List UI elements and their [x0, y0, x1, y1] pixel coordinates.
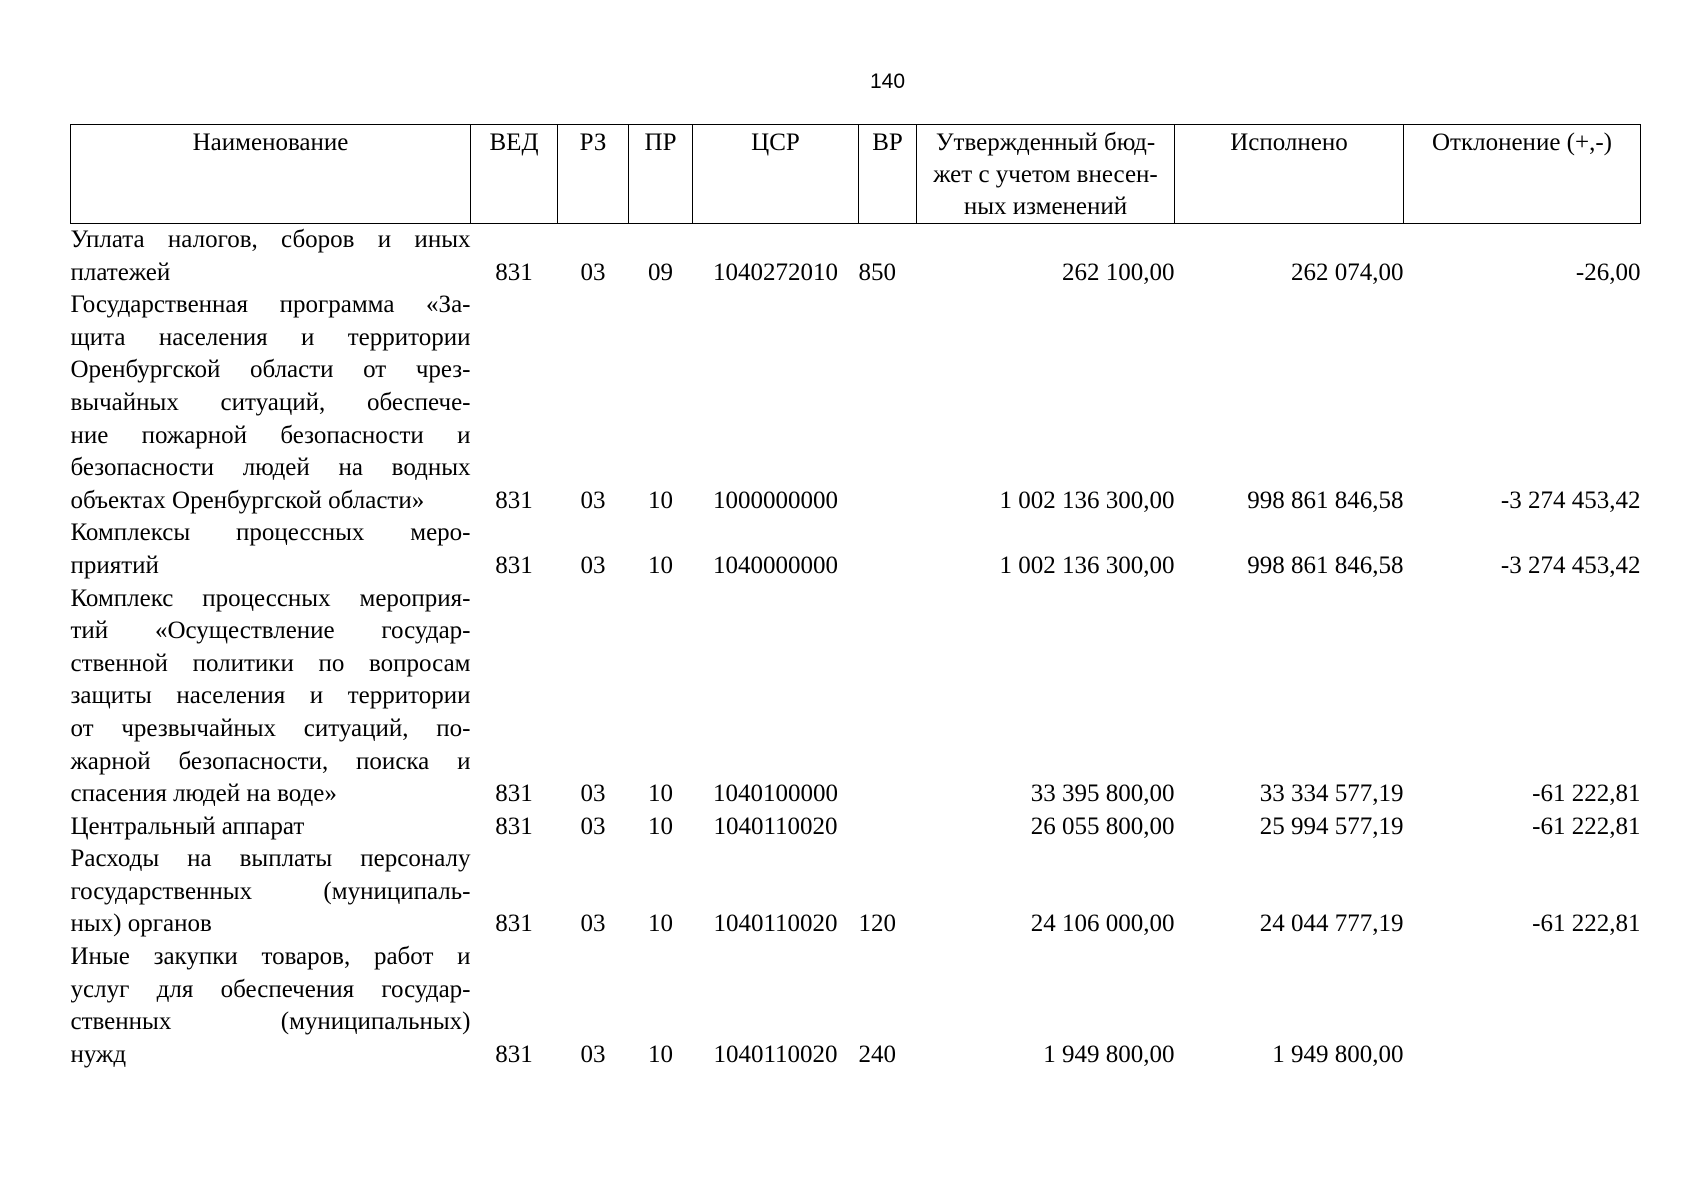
cell-name-line: Государственная программа «За-: [70, 291, 471, 319]
cell-csr: 1040110020: [713, 910, 838, 938]
cell-executed: 1 949 800,00: [1272, 1040, 1404, 1068]
cell-vr: 850: [858, 258, 896, 286]
cell-name-line: Комплекс процессных мероприя-: [70, 584, 471, 612]
cell-vr: [859, 517, 917, 582]
cell-deviation: -3 274 453,42: [1500, 486, 1641, 514]
cell-name-line: ственных (муниципальных): [70, 1008, 471, 1036]
header-name: Наименование: [71, 125, 471, 224]
header-rz: РЗ: [558, 125, 629, 224]
cell-name-line: защиты населения и территории: [70, 682, 471, 710]
cell-name-line: Уплата налогов, сборов и иных: [70, 226, 471, 253]
cell-approved: 26 055 800,00: [1030, 812, 1175, 840]
table-row: [71, 843, 1641, 941]
cell-vr: [859, 811, 917, 844]
cell-vr: [859, 583, 917, 811]
cell-name-line: Центральный аппарат: [70, 812, 305, 840]
cell-vr: 120: [858, 910, 896, 938]
cell-vr: [859, 289, 917, 517]
table-body: [71, 224, 1641, 1072]
cell-name-line: Комплексы процессных меро-: [70, 519, 471, 547]
cell-deviation: [1404, 941, 1641, 1071]
cell-vr: 240: [858, 1040, 896, 1068]
table-row: [71, 289, 1641, 517]
cell-name-line: вычайных ситуаций, обеспече-: [70, 388, 471, 416]
cell-deviation: -3 274 453,42: [1500, 551, 1641, 579]
cell-csr: 1040272010: [713, 258, 838, 286]
cell-approved: 24 106 000,00: [1030, 910, 1175, 938]
cell-ved: 831: [495, 486, 533, 514]
cell-name-line: платежей: [70, 258, 171, 286]
cell-csr: 1040110020: [713, 1040, 838, 1068]
cell-rz: 03: [580, 910, 606, 938]
cell-csr: 1040000000: [713, 551, 838, 579]
table-header: [71, 125, 1641, 224]
cell-pr: 10: [648, 910, 673, 938]
cell-rz: 03: [580, 780, 606, 808]
header-pr: ПР: [629, 125, 693, 224]
cell-pr: 10: [648, 1040, 673, 1068]
header-approved-line3: ных изменений: [963, 193, 1128, 220]
cell-rz: 03: [580, 1040, 606, 1068]
cell-name-line: спасения людей на воде»: [70, 780, 337, 808]
cell-executed: 25 994 577,19: [1259, 812, 1404, 840]
cell-pr: 10: [648, 780, 673, 808]
cell-deviation: -61 222,81: [1532, 812, 1641, 840]
cell-name-line: безопасности людей на водных: [70, 454, 471, 482]
cell-approved: 1 002 136 300,00: [999, 551, 1175, 579]
cell-executed: 262 074,00: [1291, 258, 1404, 286]
header-approved-line1: Утвержденный бюд-: [935, 129, 1156, 156]
header-csr: ЦСР: [693, 125, 859, 224]
cell-rz: 03: [580, 486, 606, 514]
cell-name-line: государственных (муниципаль-: [70, 877, 471, 905]
table-row: [71, 517, 1641, 582]
cell-name: [71, 583, 471, 811]
header-vr: ВР: [859, 125, 917, 224]
table-row: [71, 583, 1641, 811]
budget-execution-table: [70, 124, 1641, 1071]
table-row: [71, 941, 1641, 1071]
header-ved: ВЕД: [471, 125, 558, 224]
cell-name: [71, 289, 471, 517]
cell-name: [71, 517, 471, 582]
cell-executed: 998 861 846,58: [1247, 551, 1404, 579]
cell-pr: 09: [648, 258, 673, 286]
cell-pr: 10: [648, 812, 673, 840]
cell-executed: 33 334 577,19: [1259, 780, 1404, 808]
cell-name-line: ние пожарной безопасности и: [70, 421, 471, 449]
cell-pr: 10: [648, 486, 673, 514]
header-row: [71, 125, 1641, 224]
cell-ved: 831: [495, 258, 533, 286]
cell-rz: 03: [580, 812, 606, 840]
cell-rz: 03: [580, 258, 606, 286]
cell-name-line: ных) органов: [70, 910, 212, 938]
table-row: [71, 811, 1641, 844]
cell-name-line: щита населения и территории: [70, 323, 471, 351]
cell-name-line: тий «Осуществление государ-: [70, 617, 471, 645]
cell-name-line: нужд: [70, 1040, 127, 1068]
cell-approved: 262 100,00: [1062, 258, 1175, 286]
cell-name: [71, 843, 471, 941]
cell-ved: 831: [495, 551, 533, 579]
cell-ved: 831: [495, 1040, 533, 1068]
cell-name: [71, 811, 471, 844]
header-executed: Исполнено: [1175, 125, 1404, 224]
cell-executed: 998 861 846,58: [1247, 486, 1404, 514]
cell-executed: 24 044 777,19: [1259, 910, 1404, 938]
cell-name-line: от чрезвычайных ситуаций, по-: [70, 714, 471, 742]
cell-name-line: Иные закупки товаров, работ и: [70, 943, 471, 971]
cell-name-line: объектах Оренбургской области»: [70, 486, 425, 514]
cell-name-line: жарной безопасности, поиска и: [70, 747, 471, 775]
table-row: [71, 224, 1641, 290]
cell-csr: 1040100000: [713, 780, 838, 808]
cell-rz: 03: [580, 551, 606, 579]
cell-name: [71, 224, 471, 290]
header-approved-line2: жет с учетом внесен-: [933, 161, 1158, 188]
cell-name-line: приятий: [70, 551, 159, 579]
cell-name-line: ственной политики по вопросам: [70, 649, 471, 677]
cell-name: [71, 941, 471, 1071]
cell-ved: 831: [495, 780, 533, 808]
cell-approved: 33 395 800,00: [1030, 780, 1175, 808]
header-approved-budget: [917, 125, 1175, 224]
cell-csr: 1040110020: [713, 812, 838, 840]
page-number: 140: [869, 70, 906, 93]
cell-csr: 1000000000: [713, 486, 838, 514]
header-deviation: Отклонение (+,-): [1404, 125, 1641, 224]
cell-ved: 831: [495, 910, 533, 938]
cell-deviation: -61 222,81: [1532, 910, 1641, 938]
cell-deviation: -26,00: [1575, 258, 1641, 286]
cell-name-line: услуг для обеспечения государ-: [70, 975, 471, 1003]
cell-name-line: Оренбургской области от чрез-: [70, 356, 471, 384]
cell-approved: 1 002 136 300,00: [999, 486, 1175, 514]
cell-approved: 1 949 800,00: [1043, 1040, 1175, 1068]
cell-ved: 831: [495, 812, 533, 840]
cell-deviation: -61 222,81: [1532, 780, 1641, 808]
cell-pr: 10: [648, 551, 673, 579]
cell-name-line: Расходы на выплаты персоналу: [70, 845, 471, 873]
